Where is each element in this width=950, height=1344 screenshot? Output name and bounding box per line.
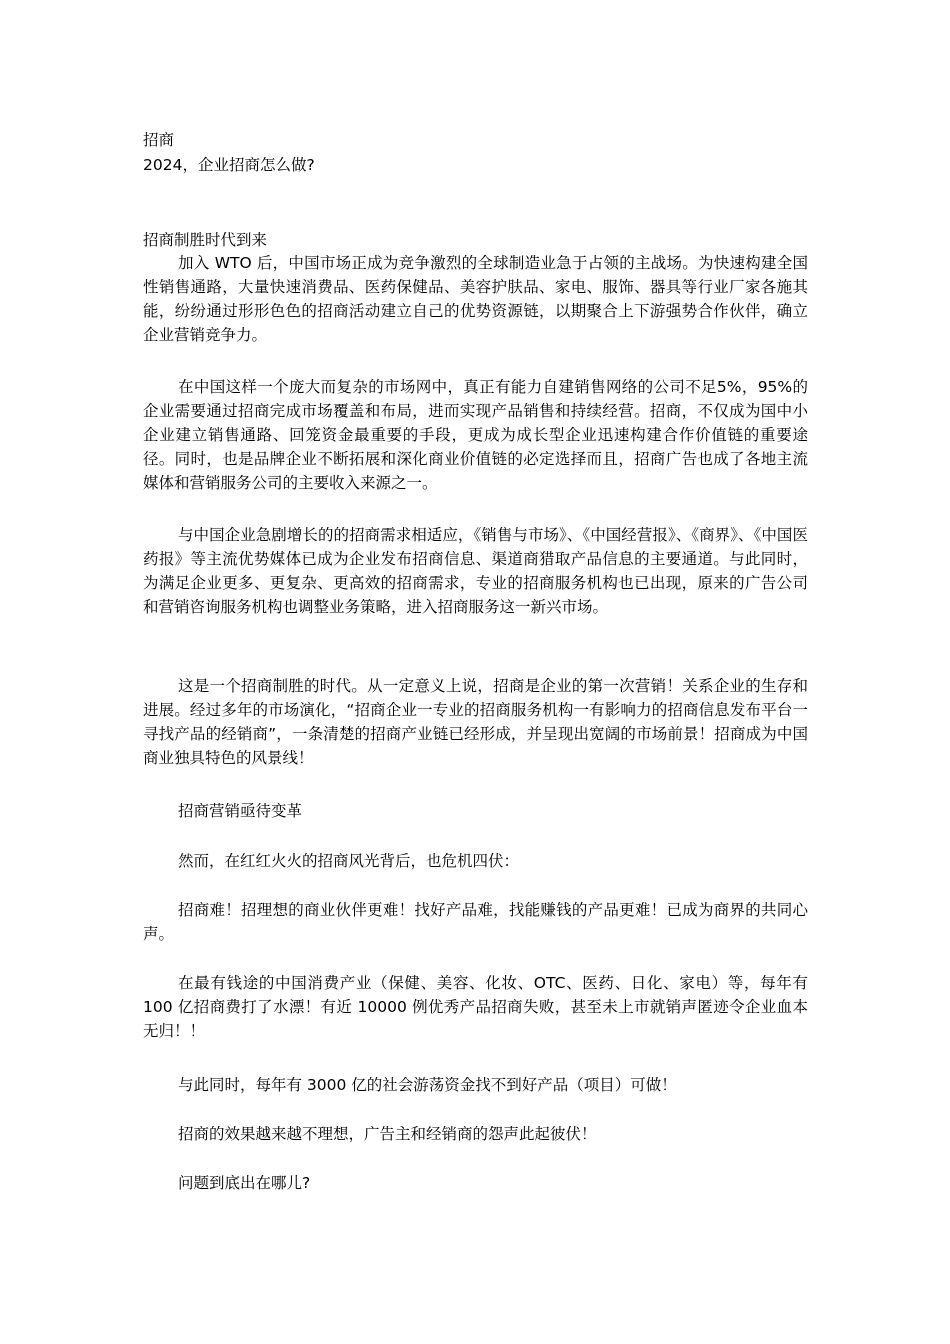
paragraph-2: 在中国这样一个庞大而复杂的市场网中，真正有能力自建销售网络的公司不足5%，95%的企业需要通过招商完成市场覆盖和布局，进而实现产品销售和持续经营。招商，不仅成为国中小企业建立销售通路、回笼资金最重要的手段，更成为成长型企业迅速构建合作价值链的重要途径。同时，也是品牌企业不断拓展和深化商业价值链的必定选择而且，招商广告也成了各地主流媒体和营销服务公司的主要收入来源之一。 — [143, 378, 808, 492]
doc-label: 招商 — [143, 131, 175, 149]
paragraph-3: 与中国企业急剧增长的的招商需求相适应，《销售与市场》、《中国经营报》、《商界》、《中国医药报》等主流优势媒体已成为企业发布招商信息、渠道商猎取产品信息的主要通道。与此同时，为满足企业更多、更复杂、更高效的招商需求，专业的招商服务机构也已出现，原来的广告公司和营销咨询服务机构也调整业务策略，进入招商服务这一新兴市场。 — [143, 526, 808, 616]
paragraph-10: 问题到底出在哪儿? — [178, 1174, 311, 1192]
paragraph-6: 招商难！招理想的商业伙伴更难！找好产品难，找能赚钱的产品更难！已成为商界的共同心声。 — [143, 901, 808, 943]
section-heading-1: 招商制胜时代到来 — [143, 231, 268, 249]
paragraph-1: 加入 WTO 后，中国市场正成为竞争激烈的全球制造业急于占领的主战场。为快速构建全国性销售通路，大量快速消费品、医药保健品、美容护肤品、家电、服饰、器具等行业厂家各施其能，纷纷通过形形色色的招商活动建立自己的优势资源链，以期聚合上下游强势合作伙伴，确立企业营销竞争力。 — [143, 254, 808, 344]
doc-title: 2024，企业招商怎么做? — [143, 156, 315, 174]
paragraph-8: 与此同时，每年有 3000 亿的社会游荡资金找不到好产品（项目）可做！ — [178, 1076, 677, 1094]
paragraph-5: 然而，在红红火火的招商风光背后，也危机四伏： — [178, 852, 520, 870]
section-heading-2: 招商营销亟待变革 — [178, 802, 303, 820]
paragraph-9: 招商的效果越来越不理想，广告主和经销商的怨声此起彼伏！ — [178, 1125, 597, 1143]
paragraph-4: 这是一个招商制胜的时代。从一定意义上说，招商是企业的第一次营销！关系企业的生存和进展。经过多年的市场演化，“招商企业一专业的招商服务机构一有影响力的招商信息发布平台一寻找产品的经销商”，一条清楚的招商产业链已经形成，并呈现出宽阔的市场前景！招商成为中国商业独具特色的风景线！ — [143, 677, 808, 767]
paragraph-7: 在最有钱途的中国消费产业（保健、美容、化妆、OTC、医药、日化、家电）等，每年有 100 亿招商费打了水漂！有近 10000 例优秀产品招商失败，甚至未上市就销声匿迹令企业血本无归！！ — [143, 974, 808, 1040]
